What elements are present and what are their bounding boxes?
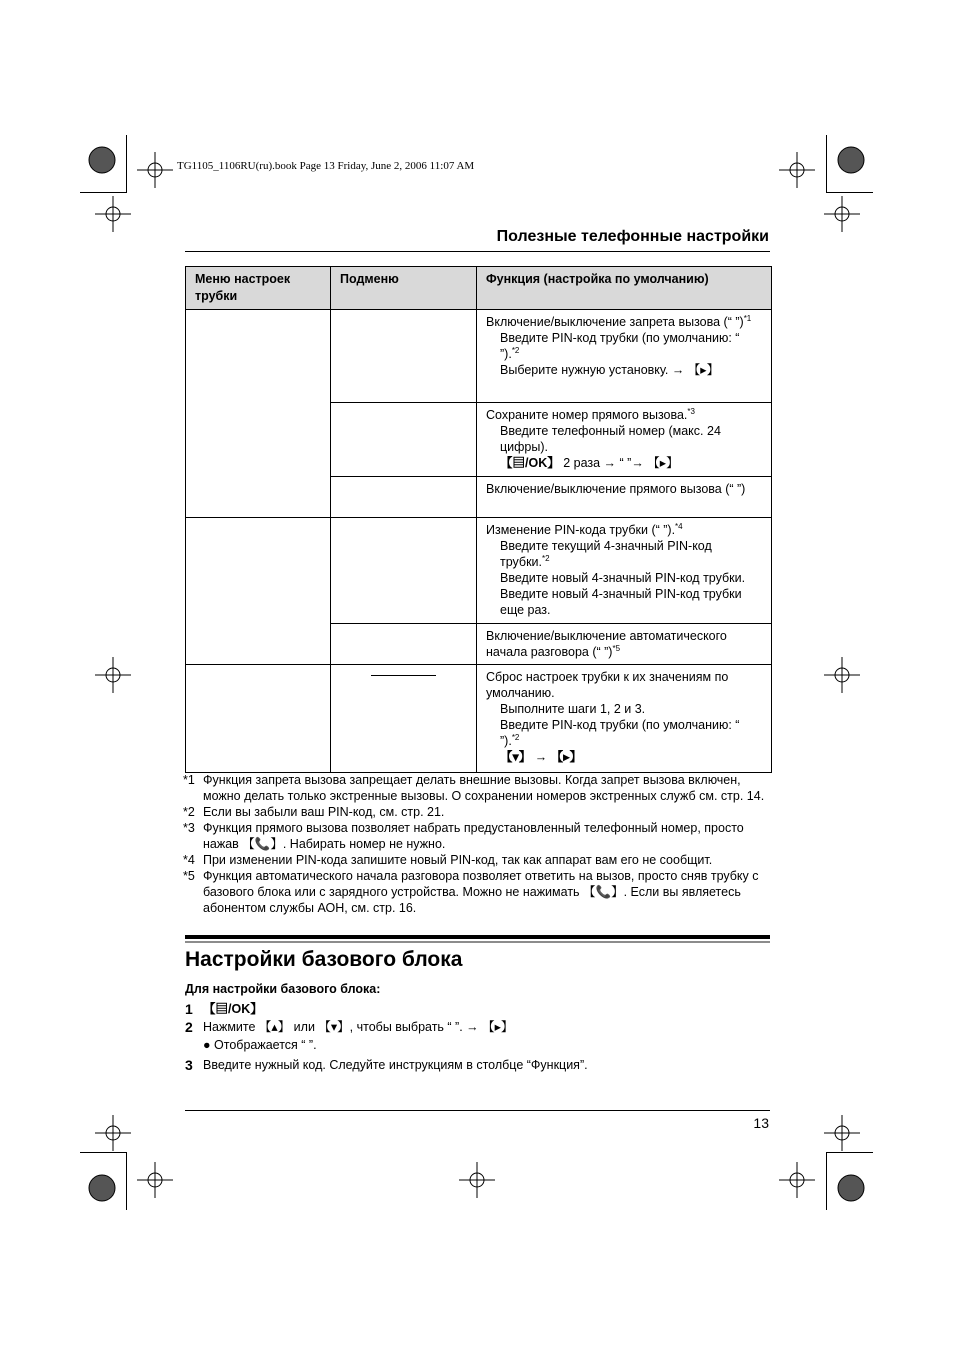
base-settings-title: Настройки базового блока [185, 948, 463, 971]
table-cell-submenu [331, 665, 477, 773]
table-cell-menu [186, 665, 331, 773]
section-title: Полезные телефонные настройки [496, 228, 769, 245]
step: 2 Нажмите 【▴】 или 【▾】, чтобы выбрать “ ”. → 【▸】 [185, 1019, 514, 1035]
table-row [186, 665, 772, 773]
page-number: 13 [753, 1115, 769, 1131]
section-rule [185, 935, 770, 939]
column-header: Функция (настройка по умолчанию) [477, 267, 772, 310]
steps [185, 1000, 775, 1074]
table-cell-function: Сброс настроек трубки к их значениям по умолчанию. Выполните шаги 1, 2 и 3. Введите PIN-код трубки (по умолчанию: “ ”).$^{*2}$ 【▾】 → 【▸】 [477, 665, 772, 773]
table-cell-submenu [331, 624, 477, 665]
step: 1 【▤/OK】 [185, 1001, 263, 1017]
column-header: Меню настроек трубки [186, 267, 331, 310]
step: 3 Введите нужный код. Следуйте инструкциям в столбце “Функция”. [185, 1057, 588, 1073]
footer-rule [185, 1110, 770, 1111]
table-row [186, 310, 772, 403]
table-cell-function: Включение/выключение запрета вызова (“ ”)$^{*1}$ Введите PIN-код трубки (по умолчанию: “ ”).$^{*2}$ Выберите нужную установку. → 【▸】 [477, 310, 772, 403]
footnote: *5 Функция автоматического начала разговора позволяет ответить на вызов, просто сняв трубку с базового блока или с зарядного устройства. Можно не нажимать 【📞】. Если вы являетесь абонентом службы АОН, см. стр. 16. [183, 869, 759, 915]
footnote: *4 При изменении PIN-кода запишите новый PIN-код, так как аппарат вам его не сообщит. [183, 853, 713, 867]
footnote: *3 Функция прямого вызова позволяет набрать предустановленный телефонный номер, просто нажав 【📞】. Набирать номер не нужно. [183, 821, 744, 851]
divider [185, 251, 770, 252]
footnote: *2 Если вы забыли ваш PIN-код, см. стр. 21. [183, 805, 445, 819]
table-header-row [186, 267, 772, 310]
table-cell-submenu [331, 403, 477, 477]
print-header: TG1105_1106RU(ru).book Page 13 Friday, June 2, 2006 11:07 AM [177, 160, 475, 172]
table-cell-submenu [331, 477, 477, 518]
settings-table [185, 266, 772, 773]
table-row [186, 518, 772, 624]
table-cell-function: Сохраните номер прямого вызова.$^{*3}$ Введите телефонный номер (макс. 24 цифры). 【▤/OK】 2 раза → “ ”→ 【▸】 [477, 403, 772, 477]
footnotes [183, 772, 773, 916]
table-cell-menu [186, 310, 331, 518]
column-header: Подменю [331, 267, 477, 310]
dash-line [371, 675, 436, 676]
table-cell-submenu [331, 518, 477, 624]
step-bullet: ● Отображается “ ”. [203, 1038, 317, 1052]
table-cell-submenu [331, 310, 477, 403]
table-cell-function: Включение/выключение прямого вызова (“ ”) [477, 477, 772, 518]
table-cell-menu [186, 518, 331, 665]
table-cell-function: Включение/выключение автоматического начала разговора (“ ”)$^{*5}$ [477, 624, 772, 665]
footnote: *1 Функция запрета вызова запрещает делать внешние вызовы. Когда запрет вызова включен, можно делать только экстренные вызовы. О сохранении номеров экстренных служб см. стр. 14. [183, 773, 765, 803]
section-rule [185, 941, 770, 943]
base-settings-subtitle: Для настройки базового блока: [185, 982, 381, 996]
table-cell-function: Изменение PIN-кода трубки (“ ”).$^{*4}$ Введите текущий 4-значный PIN-код трубки.$^{*2}$ Введите новый 4-значный PIN-код трубки. Введите новый 4-значный PIN-код трубки еще раз. [477, 518, 772, 624]
